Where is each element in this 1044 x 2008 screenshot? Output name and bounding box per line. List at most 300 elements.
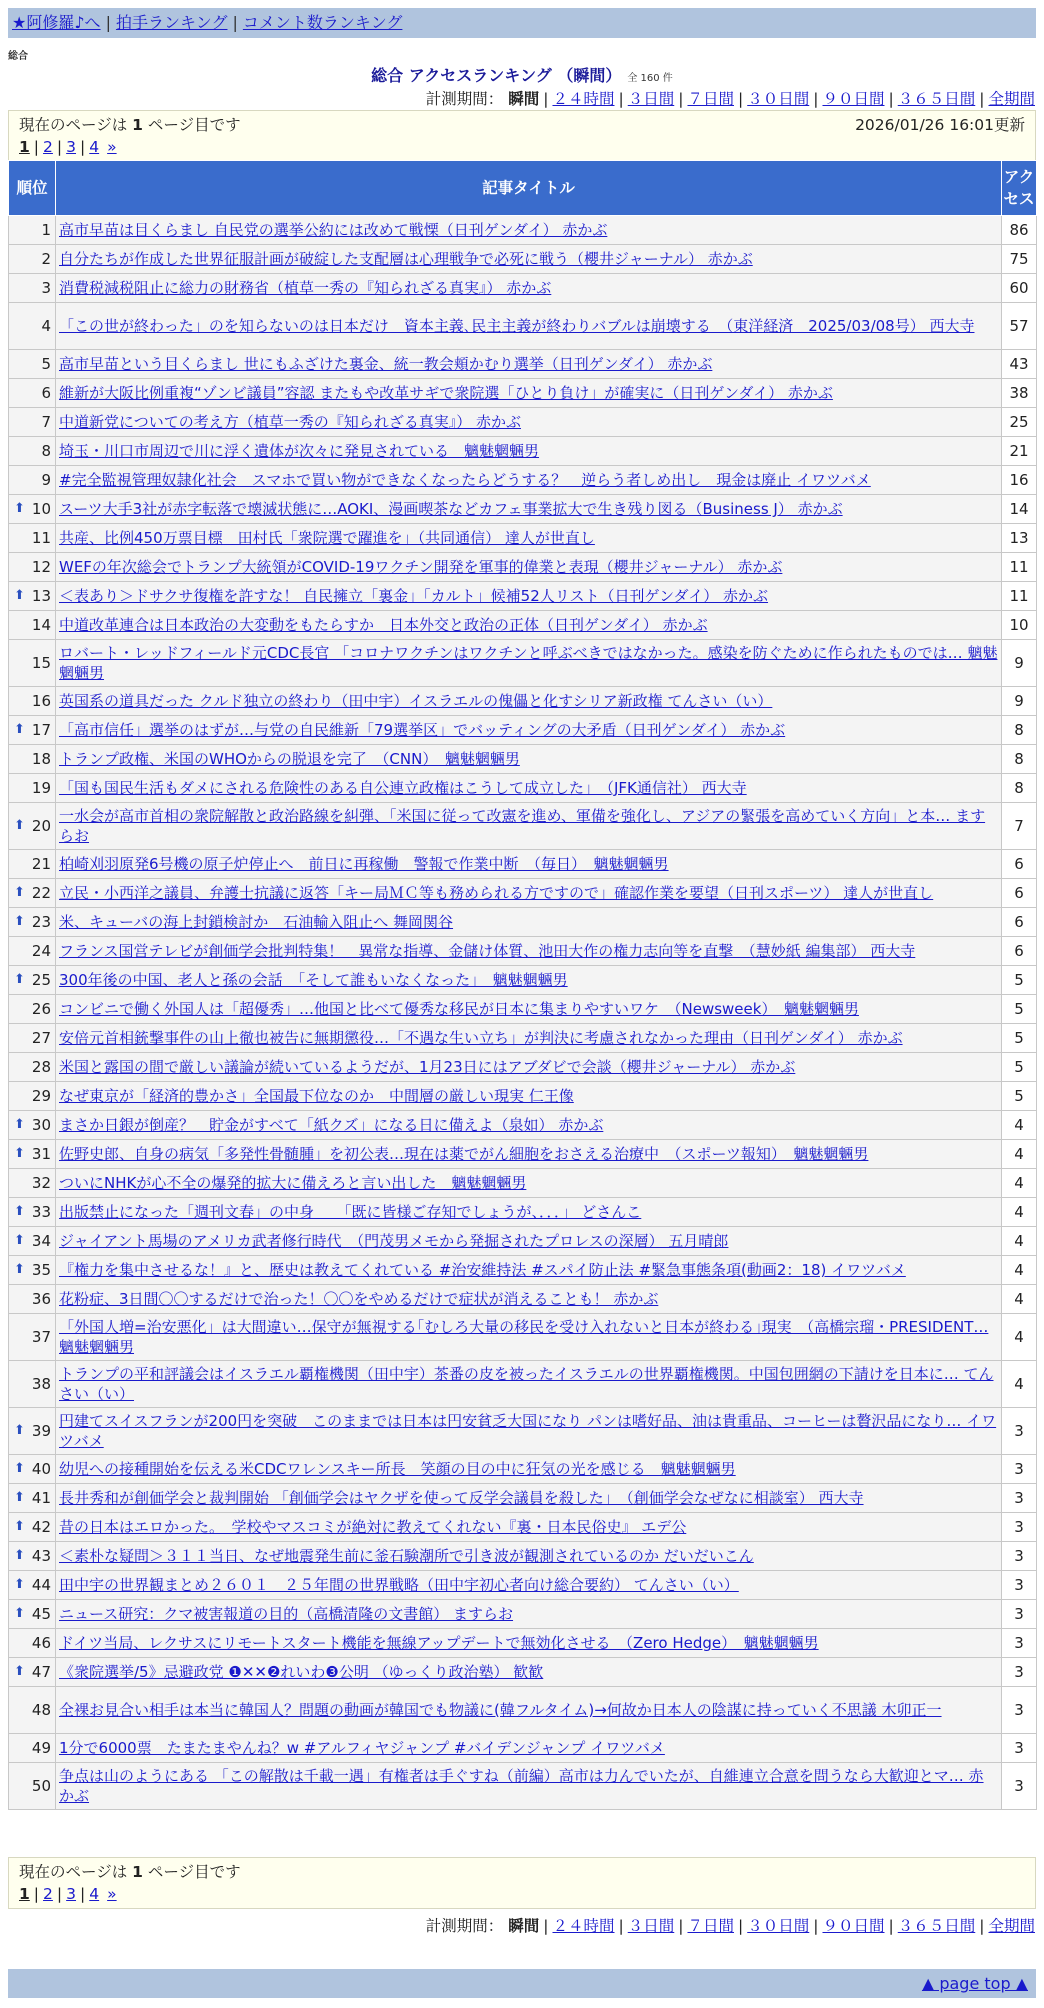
article-link[interactable]: 共産、比例450万票目標 田村氏「衆院選で躍進を」（共同通信） 達人が世直し <box>59 529 595 547</box>
footer-bar <box>8 1969 1036 1998</box>
rank-number: 14 <box>31 616 51 634</box>
rank-cell <box>9 966 56 995</box>
page-link[interactable]: 4 <box>89 1885 100 1903</box>
title-cell <box>56 437 1002 466</box>
rank-cell <box>9 803 56 850</box>
table-row <box>9 524 1037 553</box>
title-cell <box>56 937 1002 966</box>
access-count: 4 <box>1002 1361 1037 1408</box>
access-count: 3 <box>1002 1408 1037 1455</box>
table-row <box>9 437 1037 466</box>
rank-cell <box>9 1198 56 1227</box>
rank-number: 37 <box>31 1328 51 1346</box>
title-cell <box>56 640 1002 687</box>
rank-number: 43 <box>31 1547 51 1565</box>
access-count: 10 <box>1002 611 1037 640</box>
rank-cell <box>9 408 56 437</box>
title-cell <box>56 274 1002 303</box>
rank-number: 10 <box>31 500 51 518</box>
article-link[interactable]: スーツ大手3社が赤字転落で壊滅状態に…AOKI、漫画喫茶などカフェ事業拡大で生き残り図る（Business J） 赤かぶ <box>59 500 843 518</box>
period-link[interactable]: ２４時間 <box>552 90 615 108</box>
title-cell <box>56 1484 1002 1513</box>
title-cell <box>56 1227 1002 1256</box>
rank-cell <box>9 350 56 379</box>
rank-cell <box>9 774 56 803</box>
rank-number: 12 <box>31 558 51 576</box>
title-cell <box>56 908 1002 937</box>
rank-number: 38 <box>31 1375 51 1393</box>
access-count: 6 <box>1002 937 1037 966</box>
table-row <box>9 611 1037 640</box>
rank-number: 26 <box>31 1000 51 1018</box>
title-cell <box>56 495 1002 524</box>
period-link[interactable]: ７日間 <box>687 90 734 108</box>
rank-number: 16 <box>31 692 51 710</box>
article-link[interactable]: WEFの年次総会でトランプ大統領がCOVID-19ワクチン開発を軍事的偉業と表現（櫻井ジャーナル） 赤かぶ <box>59 558 783 576</box>
page-status: 現在のページは 1 ページ目です <box>19 116 241 134</box>
table-row <box>9 1658 1037 1687</box>
article-link[interactable]: ついにNHKが心不全の爆発的拡大に備えろと言い出した 魑魅魍魎男 <box>59 1174 527 1192</box>
rank-number: 45 <box>31 1605 51 1623</box>
title-cell <box>56 553 1002 582</box>
top-nav <box>8 8 1036 38</box>
table-row <box>9 466 1037 495</box>
page-link[interactable]: 2 <box>43 138 53 156</box>
title-cell <box>56 1314 1002 1361</box>
column-header-title: 記事タイトル <box>56 161 1002 216</box>
up-arrow-icon: ⬆ <box>14 1423 25 1438</box>
article-link[interactable]: 高市早苗は目くらまし 自民党の選挙公約には改めて戦慄（日刊ゲンダイ） 赤かぶ <box>59 221 608 239</box>
rank-cell <box>9 1169 56 1198</box>
title-cell <box>56 1361 1002 1408</box>
article-link[interactable]: 消費税減税阻止に総力の財務省（植草一秀の『知られざる真実』） 赤かぶ <box>59 279 552 297</box>
up-arrow-icon: ⬆ <box>14 1117 25 1132</box>
article-link[interactable]: 立民・小西洋之議員、弁護士抗議に返答「キー局ＭＣ等も務められる方ですので」確認作業を要望（日刊スポーツ） 達人が世直し <box>59 884 934 902</box>
article-link[interactable]: 円建てスイスフランが200円を突破 このままでは日本は円安貧乏大国になり パンは嗜好品、油は貴重品、コーヒーは贅沢品になり… イワツバメ <box>59 1412 997 1450</box>
title-cell <box>56 1687 1002 1734</box>
table-row <box>9 303 1037 350</box>
rank-cell <box>9 937 56 966</box>
access-count: 3 <box>1002 1455 1037 1484</box>
up-arrow-icon: ⬆ <box>14 1519 25 1534</box>
table-row <box>9 1227 1037 1256</box>
access-count: 38 <box>1002 379 1037 408</box>
table-row <box>9 850 1037 879</box>
rank-cell <box>9 995 56 1024</box>
article-link[interactable]: 全裸お見合い相手は本当に韓国人？問題の動画が韓国でも物議に(韓フルタイム)→何故か日本人の陰謀に持っていく不思議 木卯正一 <box>59 1701 942 1719</box>
table-row <box>9 716 1037 745</box>
access-count: 3 <box>1002 1542 1037 1571</box>
article-link[interactable]: 佐野史郎、自身の病気「多発性骨髄腫」を初公表…現在は薬でがん細胞をおさえる治療中 （スポーツ報知） 魑魅魍魎男 <box>59 1145 869 1163</box>
article-link[interactable]: 《衆院選挙/5》忌避政党 ❶✕✕❷れいわ❸公明 （ゆっくり政治塾） 歓歓 <box>59 1663 544 1681</box>
period-link[interactable]: 全期間 <box>988 1917 1035 1935</box>
rank-cell <box>9 850 56 879</box>
title-cell <box>56 995 1002 1024</box>
table-row <box>9 1285 1037 1314</box>
period-link[interactable]: ３日間 <box>627 90 675 108</box>
article-link[interactable]: 長井秀和が創価学会と裁判開始 「創価学会はヤクザを使って反学会議員を殺した」 （創価学会なぜなに相談室） 西大寺 <box>59 1489 864 1507</box>
updated-timestamp: 2026/01/26 16:01更新 <box>855 116 1025 134</box>
table-row <box>9 1314 1037 1361</box>
page-link[interactable]: 3 <box>66 138 77 156</box>
access-count: 8 <box>1002 716 1037 745</box>
access-count: 4 <box>1002 1285 1037 1314</box>
article-link[interactable]: まさか日銀が倒産？ 貯金がすべて「紙クズ」になる日に備えよ（泉如） 赤かぶ <box>59 1116 604 1134</box>
article-link[interactable]: 米国と露国の間で厳しい議論が続いているようだが、1月23日にはアブダビで会談（櫻井ジャーナル） 赤かぶ <box>59 1058 796 1076</box>
table-row <box>9 745 1037 774</box>
title-cell <box>56 1198 1002 1227</box>
article-link[interactable]: 花粉症、3日間〇〇するだけで治った！〇〇をやめるだけで症状が消えることも！ 赤かぶ <box>59 1290 659 1308</box>
period-link[interactable]: ３０日間 <box>747 1917 810 1935</box>
rank-number: 25 <box>31 971 51 989</box>
access-count: 3 <box>1002 1571 1037 1600</box>
article-link[interactable]: 柏崎刈羽原発6号機の原子炉停止へ 前日に再稼働 警報で作業中断 （毎日） 魑魅魍魎男 <box>59 855 669 873</box>
article-link[interactable]: 田中宇の世界観まとめ２６０１ ２５年間の世界戦略（田中宇初心者向け総合要約） てんさい（い） <box>59 1576 739 1594</box>
rank-number: 24 <box>31 942 51 960</box>
page-current: 1 <box>19 1885 30 1903</box>
rank-number: 48 <box>31 1701 51 1719</box>
rank-cell <box>9 716 56 745</box>
period-current: 瞬間 <box>508 1917 540 1935</box>
up-arrow-icon: ⬆ <box>14 914 25 929</box>
rank-number: 17 <box>31 721 51 739</box>
up-arrow-icon: ⬆ <box>14 1204 25 1219</box>
rank-cell <box>9 1571 56 1600</box>
table-row <box>9 1082 1037 1111</box>
up-arrow-icon: ⬆ <box>14 1490 25 1505</box>
article-link[interactable]: 争点は山のようにある 「この解散は千載一遇」有権者は手ぐすね（前編）高市は力んでいたが、自維連立合意を問うなら大歓迎とマ… 赤かぶ <box>59 1767 984 1805</box>
page-next-link[interactable]: » <box>107 138 117 156</box>
title-cell <box>56 1140 1002 1169</box>
page-next-link[interactable]: » <box>107 1885 117 1903</box>
column-header-rank: 順位 <box>9 161 56 216</box>
rank-number: 22 <box>31 884 51 902</box>
rank-number: 1 <box>41 221 51 239</box>
article-link[interactable]: 幼児への接種開始を伝える米CDCワレンスキー所長 笑顔の目の中に狂気の光を感じる 魑魅魍魎男 <box>59 1460 736 1478</box>
rank-number: 19 <box>31 779 51 797</box>
page-current: 1 <box>19 138 30 156</box>
table-row <box>9 1734 1037 1763</box>
article-link[interactable]: 高市早苗という目くらまし 世にもふざけた裏金、統一教会頬かむり選挙（日刊ゲンダイ） 赤かぶ <box>59 355 713 373</box>
period-link[interactable]: ９０日間 <box>822 90 885 108</box>
period-link[interactable]: ３０日間 <box>747 90 810 108</box>
access-count: 57 <box>1002 303 1037 350</box>
table-row <box>9 1571 1037 1600</box>
article-link[interactable]: 出版禁止になった「週刊文春」の中身 「既に皆様ご存知でしょうが、．．．」 どさんこ <box>59 1203 642 1221</box>
access-count: 6 <box>1002 908 1037 937</box>
rank-cell <box>9 1542 56 1571</box>
title-cell <box>56 1082 1002 1111</box>
rank-number: 5 <box>41 355 51 373</box>
title-cell <box>56 850 1002 879</box>
table-row <box>9 350 1037 379</box>
article-link[interactable]: ＜素朴な疑問＞３１１当日、なぜ地震発生前に釜石験潮所で引き波が観測されているのか だいだいこん <box>59 1547 754 1565</box>
title-cell <box>56 216 1002 245</box>
access-count: 8 <box>1002 774 1037 803</box>
rank-cell <box>9 1314 56 1361</box>
table-row <box>9 879 1037 908</box>
article-link[interactable]: ドイツ当局、レクサスにリモートスタート機能を無線アップデートで無効化させる （Zero Hedge） 魑魅魍魎男 <box>59 1634 819 1652</box>
up-arrow-icon: ⬆ <box>14 1606 25 1621</box>
title-cell <box>56 1408 1002 1455</box>
up-arrow-icon: ⬆ <box>14 1577 25 1592</box>
access-count: 4 <box>1002 1111 1037 1140</box>
rank-number: 28 <box>31 1058 51 1076</box>
access-count: 5 <box>1002 1024 1037 1053</box>
period-link[interactable]: 全期間 <box>988 90 1035 108</box>
rank-number: 6 <box>41 384 51 402</box>
ranking-table <box>8 160 1037 1810</box>
period-link[interactable]: ３日間 <box>627 1917 675 1935</box>
article-link[interactable]: 米、キューバの海上封鎖検討か 石油輸入阻止へ 舞岡関谷 <box>59 913 454 931</box>
article-link[interactable]: 「外国人増=治安悪化」は大間違い…保守が無視する｢むしろ大量の移民を受け入れないと日本が終わる｣現実 （高橋宗瑠・PRESIDENT… 魑魅魍魎男 <box>59 1318 989 1356</box>
table-row <box>9 1256 1037 1285</box>
article-link[interactable]: ロバート・レッドフィールド元CDC長官 「コロナワクチンはワクチンと呼ぶべきではなかった。感染を防ぐために作られたものでは… 魑魅魍魎男 <box>59 644 998 682</box>
rank-cell <box>9 437 56 466</box>
table-row <box>9 803 1037 850</box>
rank-number: 23 <box>31 913 51 931</box>
table-row <box>9 245 1037 274</box>
article-link[interactable]: 埼玉・川口市周辺で川に浮く遺体が次々に発見されている 魑魅魍魎男 <box>59 442 540 460</box>
rank-cell <box>9 1024 56 1053</box>
title-cell <box>56 745 1002 774</box>
up-arrow-icon: ⬆ <box>14 885 25 900</box>
title-cell <box>56 1600 1002 1629</box>
period-link[interactable]: ３６５日間 <box>897 90 976 108</box>
access-count: 4 <box>1002 1169 1037 1198</box>
ranking-rows <box>9 216 1037 1810</box>
rank-number: 46 <box>31 1634 51 1652</box>
page-status: 現在のページは 1 ページ目です <box>19 1863 241 1881</box>
rank-cell <box>9 524 56 553</box>
period-link[interactable]: ９０日間 <box>822 1917 885 1935</box>
rank-number: 41 <box>31 1489 51 1507</box>
page-top-link[interactable]: ▲ page top ▲ <box>921 1974 1028 1993</box>
table-row <box>9 1408 1037 1455</box>
article-link[interactable]: 「国も国民生活もダメにされる危険性のある自公連立政権はこうして成立した」 （JFK通信社） 西大寺 <box>59 779 747 797</box>
article-link[interactable]: 300年後の中国、老人と孫の会話 「そして誰もいなくなった」 魑魅魍魎男 <box>59 971 568 989</box>
rank-number: 4 <box>41 317 51 335</box>
article-link[interactable]: 『権力を集中させるな！』と、歴史は教えてくれている #治安維持法 #スパイ防止法 #緊急事態条項(動画2：18) イワツバメ <box>59 1261 906 1279</box>
period-selector-bottom: 計測期間： 瞬間 | ２４時間 | ３日間 | ７日間 | ３０日間 | ９０日間 | ３６５日間 | 全期間 <box>425 1917 1035 1935</box>
title-cell <box>56 1734 1002 1763</box>
title-cell <box>56 611 1002 640</box>
rank-cell <box>9 216 56 245</box>
rank-cell <box>9 1408 56 1455</box>
up-arrow-icon: ⬆ <box>14 1233 25 1248</box>
ranking-heading <box>0 63 1044 86</box>
table-row <box>9 1629 1037 1658</box>
rank-number: 7 <box>41 413 51 431</box>
period-label: 計測期間： <box>425 90 504 108</box>
article-link[interactable]: 「この世が終わった」のを知らないのは日本だけ 資本主義､民主主義が終わりバブルは崩壊する （東洋経済 2025/03/08号） 西大寺 <box>59 317 975 335</box>
rank-cell <box>9 582 56 611</box>
article-link[interactable]: なぜ東京が「経済的豊かさ」全国最下位なのか 中間層の厳しい現実 仁王像 <box>59 1087 574 1105</box>
article-link[interactable]: 維新が大阪比例重複“ゾンビ議員”容認 またもや改革サギで衆院選「ひとり負け」が確実に（日刊ゲンダイ） 赤かぶ <box>59 384 833 402</box>
column-header-access: アクセス <box>1002 161 1037 216</box>
table-row <box>9 1763 1037 1810</box>
article-link[interactable]: ジャイアント馬場のアメリカ武者修行時代 （門茂男メモから発掘されたプロレスの深層） 五月晴郎 <box>59 1232 729 1250</box>
title-cell <box>56 1285 1002 1314</box>
title-cell <box>56 1658 1002 1687</box>
access-count: 11 <box>1002 553 1037 582</box>
access-count: 3 <box>1002 1484 1037 1513</box>
title-cell <box>56 687 1002 716</box>
rank-number: 13 <box>31 587 51 605</box>
rank-number: 31 <box>31 1145 51 1163</box>
rank-number: 35 <box>31 1261 51 1279</box>
title-cell <box>56 379 1002 408</box>
table-row <box>9 1111 1037 1140</box>
rank-number: 33 <box>31 1203 51 1221</box>
rank-number: 11 <box>31 529 51 547</box>
page-link[interactable]: 3 <box>66 1885 77 1903</box>
article-link[interactable]: ＜表あり＞ドサクサ復権を許すな！ 自民擁立「裏金」「カルト」候補52人リスト（日刊ゲンダイ） 赤かぶ <box>59 587 769 605</box>
access-count: 86 <box>1002 216 1037 245</box>
article-link[interactable]: フランス国営テレビが創価学会批判特集！ 異常な指導、金儲け体質、池田大作の権力志向等を直撃 （慧妙紙 編集部） 西大寺 <box>59 942 916 960</box>
access-count: 3 <box>1002 1763 1037 1810</box>
article-link[interactable]: #完全監視管理奴隷化社会 スマホで買い物ができなくなったらどうする？ 逆らう者しめ出し 現金は廃止 イワツバメ <box>59 471 871 489</box>
table-row <box>9 687 1037 716</box>
title-cell <box>56 245 1002 274</box>
article-link[interactable]: トランプの平和評議会はイスラエル覇権機関（田中宇）茶番の皮を被ったイスラエルの世界覇権機関。中国包囲網の下請けを日本に… てんさい（い） <box>59 1365 994 1403</box>
rank-cell <box>9 379 56 408</box>
rank-number: 30 <box>31 1116 51 1134</box>
rank-cell <box>9 1256 56 1285</box>
nav-separator: | <box>232 13 238 32</box>
access-count: 16 <box>1002 466 1037 495</box>
table-row <box>9 379 1037 408</box>
table-row <box>9 216 1037 245</box>
article-link[interactable]: コンビニで働く外国人は「超優秀」…他国と比べて優秀な移民が日本に集まりやすいワケ （Newsweek） 魑魅魍魎男 <box>59 1000 859 1018</box>
up-arrow-icon: ⬆ <box>14 501 25 516</box>
rank-cell <box>9 466 56 495</box>
rank-number: 27 <box>31 1029 51 1047</box>
access-count: 75 <box>1002 245 1037 274</box>
up-arrow-icon: ⬆ <box>14 818 25 833</box>
article-link[interactable]: 中道改革連合は日本政治の大変動をもたらすか 日本外交と政治の正体（日刊ゲンダイ） 赤かぶ <box>59 616 708 634</box>
access-count: 6 <box>1002 879 1037 908</box>
table-row <box>9 1024 1037 1053</box>
article-link[interactable]: ニュース研究：クマ被害報道の目的（高橋清隆の文書館） ますらお <box>59 1605 514 1623</box>
pagination-bottom: 現在のページは 1 ページ目です 1 | 2 | 3 | 4 » <box>8 1857 1036 1909</box>
access-count: 13 <box>1002 524 1037 553</box>
access-count: 14 <box>1002 495 1037 524</box>
rank-cell <box>9 274 56 303</box>
table-row <box>9 908 1037 937</box>
section-label: 総合 <box>8 51 28 62</box>
nav-home-link[interactable]: ★阿修羅♪へ <box>12 13 101 32</box>
access-count: 3 <box>1002 1687 1037 1734</box>
up-arrow-icon: ⬆ <box>14 722 25 737</box>
article-link[interactable]: 一水会が高市首相の衆院解散と政治路線を糾弾、「米国に従って改憲を進め、軍備を強化し、アジアの緊張を高めていく方向」と本… ますらお <box>59 807 986 845</box>
rank-number: 21 <box>31 855 51 873</box>
access-count: 9 <box>1002 687 1037 716</box>
rank-number: 18 <box>31 750 51 768</box>
title-cell <box>56 1763 1002 1810</box>
title-cell <box>56 303 1002 350</box>
up-arrow-icon: ⬆ <box>14 1461 25 1476</box>
article-link[interactable]: 中道新党についての考え方（植草一秀の『知られざる真実』） 赤かぶ <box>59 413 521 431</box>
access-count: 5 <box>1002 995 1037 1024</box>
rank-cell <box>9 1484 56 1513</box>
period-link[interactable]: ３６５日間 <box>897 1917 976 1935</box>
rank-cell <box>9 553 56 582</box>
access-count: 43 <box>1002 350 1037 379</box>
access-count: 11 <box>1002 582 1037 611</box>
rank-number: 36 <box>31 1290 51 1308</box>
rank-number: 9 <box>41 471 51 489</box>
nav-applause-link[interactable]: 拍手ランキング <box>115 13 228 32</box>
rank-cell <box>9 611 56 640</box>
table-row <box>9 640 1037 687</box>
access-count: 4 <box>1002 1227 1037 1256</box>
page-link[interactable]: 4 <box>89 138 100 156</box>
table-row <box>9 1600 1037 1629</box>
article-link[interactable]: 「高市信任」選挙のはずが…与党の自民維新「79選挙区」でバッティングの大矛盾（日刊ゲンダイ） 赤かぶ <box>59 721 786 739</box>
rank-number: 50 <box>31 1777 51 1795</box>
rank-number: 2 <box>41 250 51 268</box>
rank-number: 44 <box>31 1576 51 1594</box>
rank-number: 39 <box>31 1422 51 1440</box>
table-row <box>9 1169 1037 1198</box>
rank-cell <box>9 1600 56 1629</box>
access-count: 4 <box>1002 1256 1037 1285</box>
up-arrow-icon: ⬆ <box>14 1548 25 1563</box>
up-arrow-icon: ⬆ <box>14 1146 25 1161</box>
title-cell <box>56 1571 1002 1600</box>
article-link[interactable]: 自分たちが作成した世界征服計画が破綻した支配層は心理戦争で必死に戦う（櫻井ジャーナル） 赤かぶ <box>59 250 753 268</box>
rank-number: 42 <box>31 1518 51 1536</box>
access-count: 3 <box>1002 1513 1037 1542</box>
rank-number: 15 <box>31 654 51 672</box>
table-row <box>9 582 1037 611</box>
period-link[interactable]: ２４時間 <box>552 1917 615 1935</box>
period-link[interactable]: ７日間 <box>687 1917 734 1935</box>
title-cell <box>56 879 1002 908</box>
table-row <box>9 937 1037 966</box>
page-link[interactable]: 2 <box>43 1885 53 1903</box>
rank-cell <box>9 1513 56 1542</box>
rank-number: 34 <box>31 1232 51 1250</box>
table-row <box>9 1455 1037 1484</box>
table-row <box>9 1140 1037 1169</box>
article-link[interactable]: トランプ政権、米国のWHOからの脱退を完了 （CNN） 魑魅魍魎男 <box>59 750 520 768</box>
article-link[interactable]: 英国系の道具だった クルド独立の終わり（田中宇）イスラエルの傀儡と化すシリア新政権 てんさい（い） <box>59 692 773 710</box>
title-cell <box>56 1053 1002 1082</box>
article-link[interactable]: 1分で6000票 たまたまやんね？w #アルフィヤジャンプ #バイデンジャンプ イワツバメ <box>59 1739 665 1757</box>
table-row <box>9 553 1037 582</box>
ranking-count: 全 160 件 <box>627 73 673 84</box>
title-cell <box>56 803 1002 850</box>
article-link[interactable]: 昔の日本はエロかった。 学校やマスコミが絶対に教えてくれない『裏・日本民俗史』 エデ公 <box>59 1518 687 1536</box>
article-link[interactable]: 安倍元首相銃撃事件の山上徹也被告に無期懲役…「不遇な生い立ち」が判決に考慮されなかった理由（日刊ゲンダイ） 赤かぶ <box>59 1029 903 1047</box>
nav-comments-link[interactable]: コメント数ランキング <box>242 13 403 32</box>
access-count: 4 <box>1002 1198 1037 1227</box>
rank-cell <box>9 1361 56 1408</box>
title-cell <box>56 466 1002 495</box>
title-cell <box>56 1111 1002 1140</box>
access-count: 3 <box>1002 1734 1037 1763</box>
period-selector-top: 計測期間： 瞬間 | ２４時間 | ３日間 | ７日間 | ３０日間 | ９０日間 | ３６５日間 | 全期間 <box>425 90 1035 108</box>
title-cell <box>56 1024 1002 1053</box>
rank-cell <box>9 245 56 274</box>
rank-cell <box>9 687 56 716</box>
table-row <box>9 1687 1037 1734</box>
access-count: 5 <box>1002 1082 1037 1111</box>
table-row <box>9 408 1037 437</box>
title-cell <box>56 1542 1002 1571</box>
